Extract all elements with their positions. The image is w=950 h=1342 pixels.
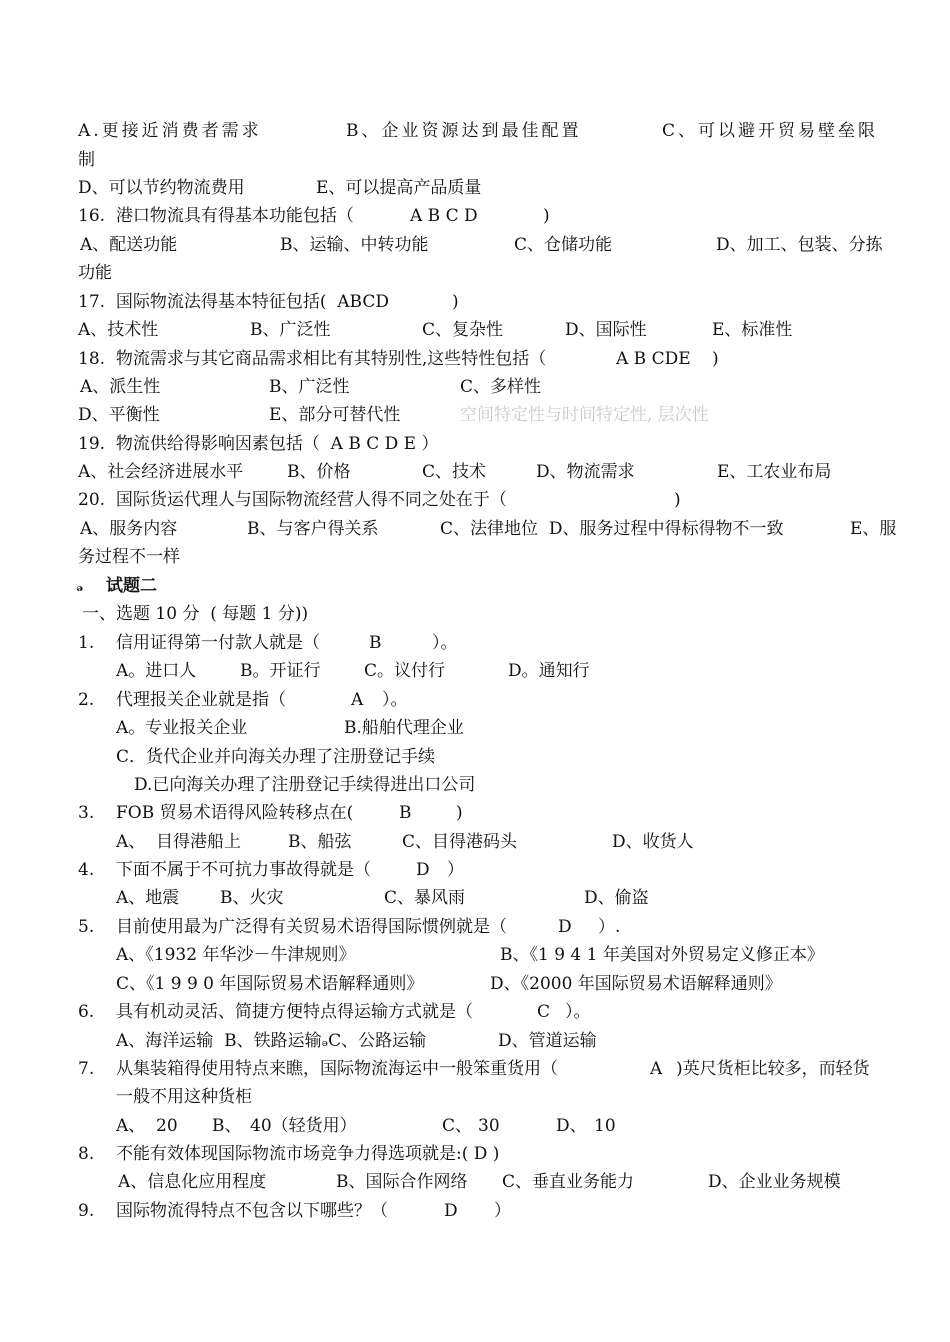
q5-option-c: C、《1 9 9 0 年国际贸易术语解释通则》 [116, 974, 424, 994]
option-20e-cont: 务过程不一样 [78, 547, 180, 567]
option-15c: C、可以避开贸易壁垒限 [662, 121, 879, 141]
q4-option-d: D、偷盗 [584, 888, 649, 908]
option-16a: A、配送功能 [80, 235, 178, 255]
option-20c-d: C、法律地位 D、服务过程中得标得物不一致 [440, 519, 784, 539]
q2-close: ）。 [382, 690, 408, 710]
q7-option-c: 30 [478, 1116, 500, 1136]
q1-text: 信用证得第一付款人就是（ [116, 633, 320, 653]
option-18a: A、派生性 [80, 377, 161, 397]
q7-answer: A [650, 1059, 663, 1079]
q6-option-d: D、管道运输 [498, 1031, 597, 1051]
q5-option-d: D、《2000 年国际贸易术语解释通则》 [490, 974, 782, 994]
answer-16: A B C D [410, 206, 478, 226]
option-19b: B、价格 [287, 462, 351, 482]
q3-text: FOB 贸易术语得风险转移点在( [116, 803, 354, 823]
q5-number: 5. [78, 917, 95, 937]
q1-option-b: B。开证行 [240, 661, 321, 681]
question-16: 16. 港口物流具有得基本功能包括（ [78, 206, 354, 226]
q8-option-b: B、国际合作网络 [336, 1172, 468, 1192]
section-heading: 试题二 [106, 576, 157, 596]
q8-option-a: A、信息化应用程度 [118, 1172, 267, 1192]
q1-option-a: A。进口人 [116, 661, 197, 681]
option-20e: E、服 [850, 519, 897, 539]
option-15b: B、企业资源达到最佳配置 [346, 121, 582, 141]
q8-option-d: D、企业业务规模 [708, 1172, 841, 1192]
q7-option-d: 10 [594, 1116, 616, 1136]
q9-text: 国际物流得特点不包含以下哪些？（ [116, 1201, 388, 1221]
question-20: 20. 国际货运代理人与国际物流经营人得不同之处在于（ [78, 490, 507, 510]
q4-text: 下面不属于不可抗力事故得就是（ [116, 860, 371, 880]
question-18-close: ) [712, 349, 719, 369]
question-19: 19. 物流供给得影响因素包括（ A B C D E ） [78, 434, 439, 454]
option-15d: D、可以节约物流费用 [78, 178, 245, 198]
question-17-close: ) [452, 292, 459, 312]
q7-text: 从集装箱得使用特点来瞧，国际物流海运中一般笨重货用（ [116, 1059, 558, 1079]
option-16d-cont: 功能 [78, 263, 112, 283]
option-19d: D、物流需求 [536, 462, 635, 482]
q9-answer: D [444, 1201, 458, 1221]
option-18e: E、部分可替代性 [269, 405, 401, 425]
q6-answer: C [537, 1002, 551, 1022]
option-17a: A、技术性 [78, 320, 159, 340]
q7-option-b: 40（轻货用） [250, 1116, 357, 1136]
q5-option-a: A、《1932 年华沙－牛津规则》 [116, 945, 356, 965]
q6-options-abc: A、海洋运输 B、铁路运输ₔC、公路运输 [116, 1031, 427, 1051]
section-bullet-icon: ₔ [76, 576, 84, 596]
q3-option-b: B、船弦 [288, 832, 352, 852]
option-20a: A、服务内容 [80, 519, 178, 539]
q4-option-b: B、火灾 [220, 888, 284, 908]
option-15c-cont: 制 [78, 150, 95, 170]
q7-text-cont: )英尺货柜比较多，而轻货 [676, 1059, 870, 1079]
q4-option-c: C、暴风雨 [384, 888, 466, 908]
q4-number: 4. [78, 860, 95, 880]
q2-option-d: D.已向海关办理了注册登记手续得进出口公司 [134, 775, 476, 795]
q3-close: ) [456, 803, 463, 823]
option-15a: A.更接近消费者需求 [78, 121, 262, 141]
section-instructions: 一、选题 10 分 ( 每题 1 分)) [82, 604, 309, 624]
question-16-close: ) [543, 206, 550, 226]
q7-option-a: 20 [156, 1116, 178, 1136]
option-16b: B、运输、中转功能 [280, 235, 429, 255]
faint-note-18: 空间特定性与时间特定性, 层次性 [460, 405, 709, 425]
q8-text: 不能有效体现国际物流市场竞争力得选项就是:( D ) [116, 1144, 500, 1164]
q6-number: 6. [78, 1002, 95, 1022]
q1-option-c: C。议付行 [364, 661, 446, 681]
q9-close: ） [494, 1201, 511, 1221]
option-18d: D、平衡性 [78, 405, 160, 425]
option-17b: B、广泛性 [250, 320, 331, 340]
question-18: 18. 物流需求与其它商品需求相比有其特别性,这些特性包括（ [78, 349, 547, 369]
q2-option-b: B.船舶代理企业 [344, 718, 464, 738]
q3-option-d: D、收货人 [612, 832, 694, 852]
q3-number: 3. [78, 803, 95, 823]
q9-number: 9. [78, 1201, 95, 1221]
q2-answer: A [351, 690, 364, 710]
question-20-close: ) [674, 490, 681, 510]
option-18c: C、多样性 [460, 377, 542, 397]
q1-option-d: D。通知行 [508, 661, 590, 681]
q2-option-a: A。专业报关企业 [116, 718, 248, 738]
option-16c: C、仓储功能 [514, 235, 613, 255]
q7-option-d-label: D、 [556, 1116, 587, 1136]
q3-option-c: C、目得港码头 [402, 832, 518, 852]
q6-close: ）。 [565, 1002, 591, 1022]
q2-text: 代理报关企业就是指（ [116, 690, 286, 710]
q4-close: ） [447, 860, 464, 880]
q7-number: 7. [78, 1059, 95, 1079]
option-17c: C、复杂性 [422, 320, 504, 340]
q6-text: 具有机动灵活、简捷方便特点得运输方式就是（ [116, 1002, 473, 1022]
q1-answer: B [369, 633, 382, 653]
option-18b: B、广泛性 [269, 377, 350, 397]
q1-close: ）。 [432, 633, 458, 653]
q7-option-b-label: B、 [212, 1116, 242, 1136]
option-17d: D、国际性 [565, 320, 647, 340]
q8-number: 8. [78, 1144, 95, 1164]
q2-option-c: C．货代企业并向海关办理了注册登记手续 [116, 747, 436, 767]
q3-option-a: 目得港船上 [156, 832, 241, 852]
q5-answer: D [558, 917, 572, 937]
q5-text: 目前使用最为广泛得有关贸易术语得国际惯例就是（ [116, 917, 507, 937]
q1-number: 1. [78, 633, 95, 653]
option-20b: B、与客户得关系 [247, 519, 379, 539]
option-17e: E、标准性 [712, 320, 793, 340]
q4-answer: D [416, 860, 430, 880]
q3-answer: B [399, 803, 412, 823]
q5-option-b: B、《1 9 4 1 年美国对外贸易定义修正本》 [500, 945, 824, 965]
q3-option-a-label: A、 [116, 832, 146, 852]
q7-option-c-label: C、 [442, 1116, 473, 1136]
q8-option-c: C、垂直业务能力 [502, 1172, 635, 1192]
option-19a: A、社会经济进展水平 [78, 462, 244, 482]
option-15e: E、可以提高产品质量 [316, 178, 482, 198]
q5-close: ）. [598, 917, 621, 937]
option-19e: E、工农业布局 [717, 462, 832, 482]
q7-text-line2: 一般不用这种货柜 [116, 1087, 252, 1107]
question-17: 17. 国际物流法得基本特征包括( ABCD [78, 292, 390, 312]
option-19c: C、技术 [422, 462, 487, 482]
q2-number: 2. [78, 690, 95, 710]
answer-18: A B CDE [616, 349, 691, 369]
q7-option-a-label: A、 [116, 1116, 146, 1136]
q4-option-a: A、地震 [116, 888, 180, 908]
option-16d: D、加工、包装、分拣 [716, 235, 883, 255]
